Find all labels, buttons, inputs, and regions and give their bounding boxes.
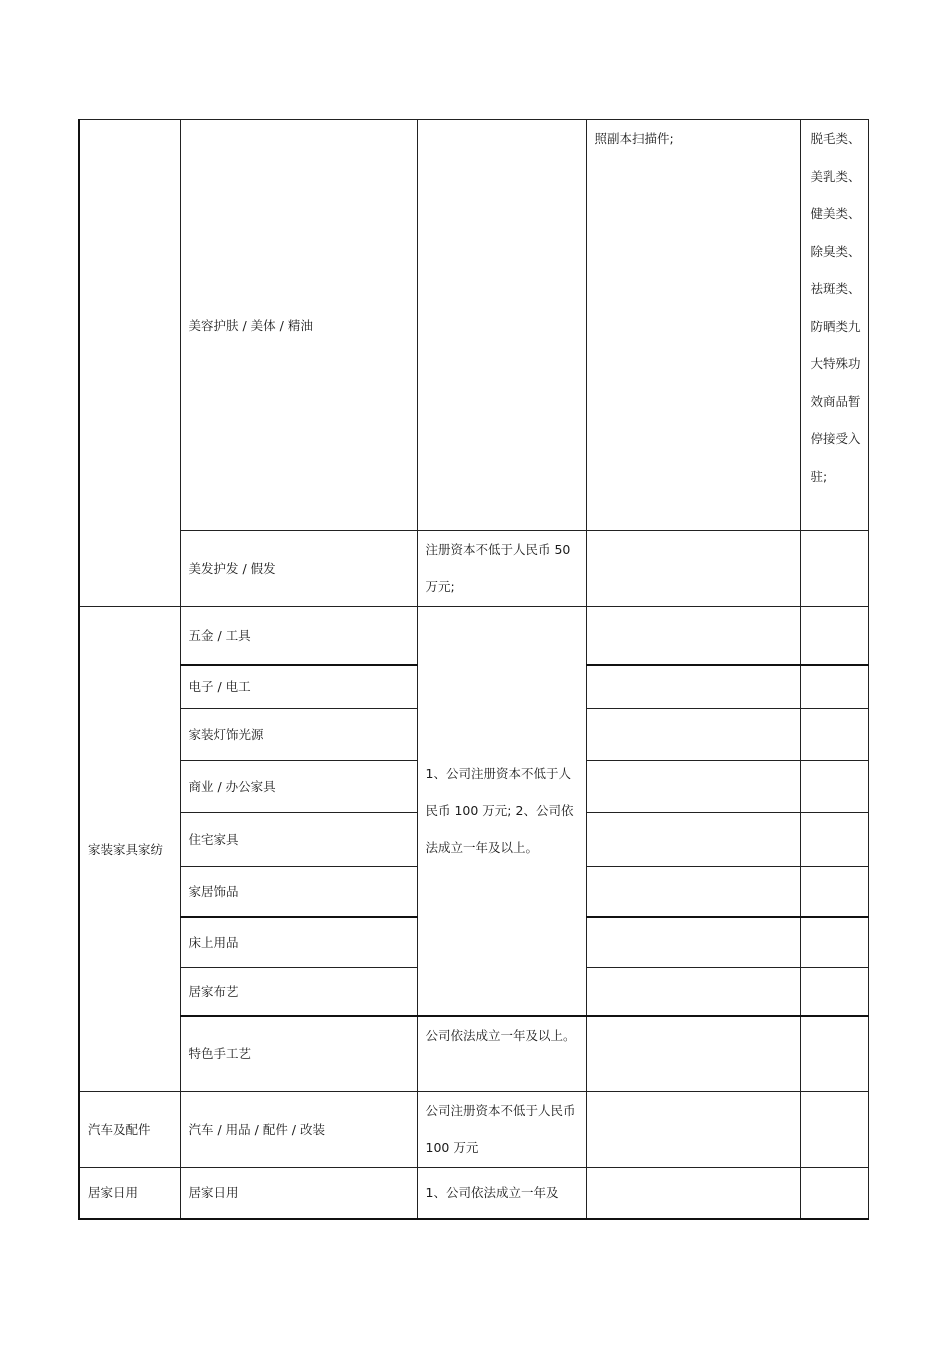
notes-cell	[800, 813, 868, 867]
subcategory-cell: 五金 / 工具	[180, 607, 417, 665]
notes-cell	[800, 665, 868, 709]
qualification-cell: 1、公司注册资本不低于人民币 100 万元; 2、公司依法成立一年及以上。	[417, 607, 586, 1016]
table-row	[79, 1168, 868, 1219]
subcategory-cell: 家装灯饰光源	[180, 709, 417, 761]
category-cell	[79, 120, 180, 607]
subcategory-cell: 居家布艺	[180, 968, 417, 1016]
subcategory-cell: 特色手工艺	[180, 1016, 417, 1092]
qualification-table	[78, 119, 869, 1220]
materials-cell	[586, 665, 800, 709]
qualification-cell: 公司注册资本不低于人民币 100 万元	[417, 1092, 586, 1168]
notes-cell	[800, 607, 868, 665]
table-row	[79, 531, 868, 607]
notes-cell: 脱毛类、美乳类、健美类、除臭类、祛斑类、防晒类九大特殊功效商品暂停接受入驻;	[800, 120, 868, 531]
subcategory-cell: 居家日用	[180, 1168, 417, 1219]
materials-cell	[586, 1168, 800, 1219]
materials-cell	[586, 1092, 800, 1168]
materials-cell	[586, 968, 800, 1016]
table-row	[79, 120, 868, 531]
notes-cell	[800, 1092, 868, 1168]
subcategory-cell: 汽车 / 用品 / 配件 / 改装	[180, 1092, 417, 1168]
category-cell: 家装家具家纺	[79, 607, 180, 1092]
materials-cell	[586, 761, 800, 813]
subcategory-cell: 家居饰品	[180, 867, 417, 917]
qualification-cell	[417, 120, 586, 531]
materials-cell	[586, 813, 800, 867]
materials-cell	[586, 607, 800, 665]
materials-cell	[586, 531, 800, 607]
subcategory-cell: 住宅家具	[180, 813, 417, 867]
subcategory-cell: 美容护肤 / 美体 / 精油	[180, 120, 417, 531]
notes-cell	[800, 968, 868, 1016]
qualification-cell: 公司依法成立一年及以上。	[417, 1016, 586, 1092]
materials-cell: 照副本扫描件;	[586, 120, 800, 531]
qualification-cell: 注册资本不低于人民币 50 万元;	[417, 531, 586, 607]
notes-cell	[800, 709, 868, 761]
materials-cell	[586, 867, 800, 917]
notes-cell	[800, 867, 868, 917]
category-cell: 居家日用	[79, 1168, 180, 1219]
notes-cell	[800, 531, 868, 607]
subcategory-cell: 床上用品	[180, 917, 417, 968]
materials-cell	[586, 917, 800, 968]
materials-cell	[586, 1016, 800, 1092]
subcategory-cell: 电子 / 电工	[180, 665, 417, 709]
materials-cell	[586, 709, 800, 761]
notes-cell	[800, 917, 868, 968]
qualification-cell: 1、公司依法成立一年及	[417, 1168, 586, 1219]
subcategory-cell: 商业 / 办公家具	[180, 761, 417, 813]
subcategory-cell: 美发护发 / 假发	[180, 531, 417, 607]
notes-cell	[800, 761, 868, 813]
notes-cell	[800, 1016, 868, 1092]
category-cell: 汽车及配件	[79, 1092, 180, 1168]
table-row	[79, 1016, 868, 1092]
notes-cell	[800, 1168, 868, 1219]
table-row	[79, 1092, 868, 1168]
table-row	[79, 607, 868, 665]
